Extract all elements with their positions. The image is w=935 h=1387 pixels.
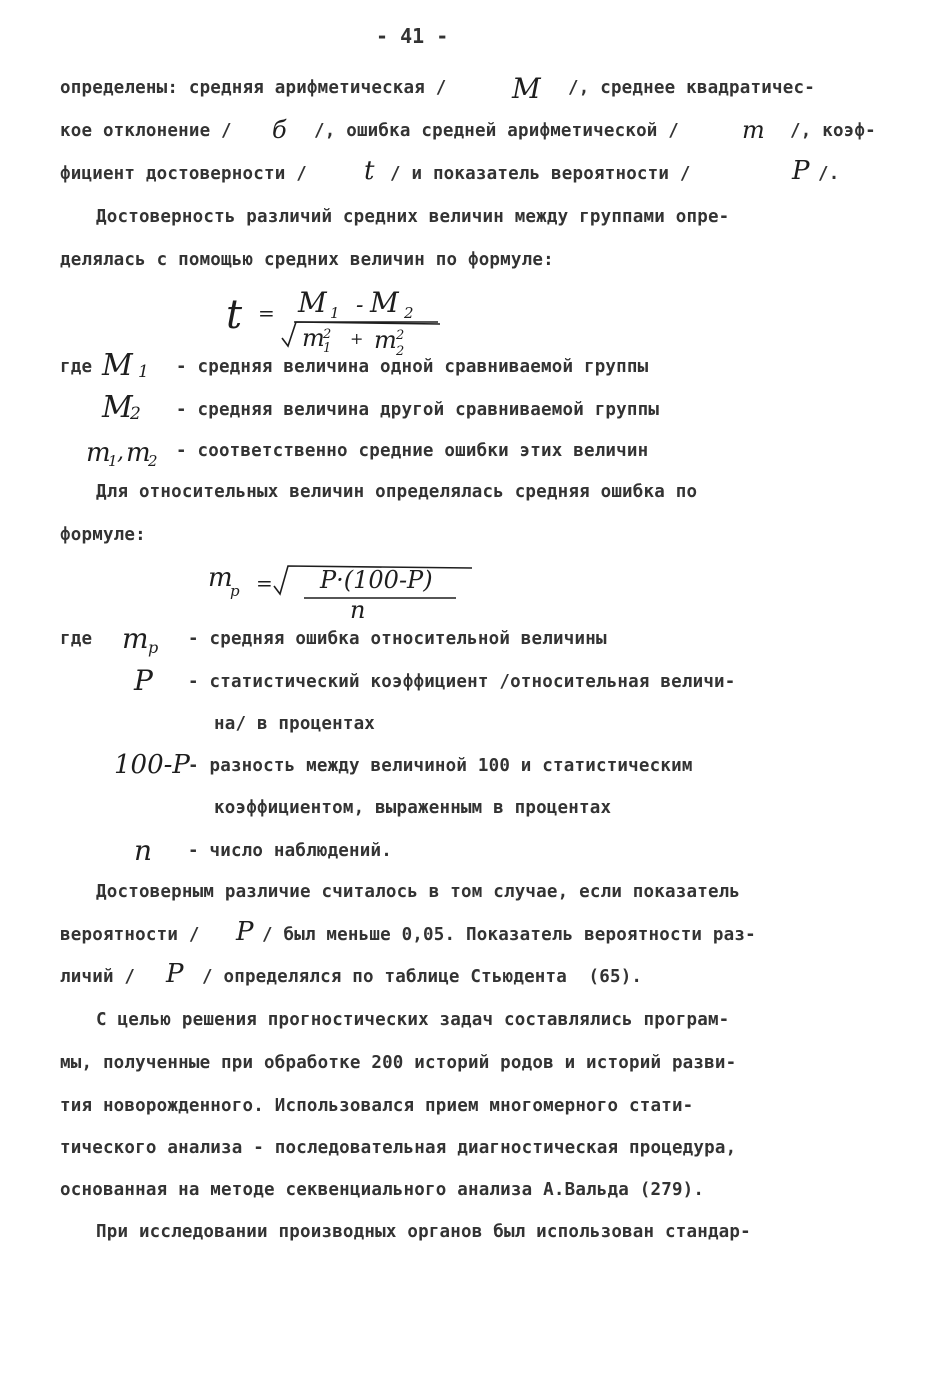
legend1-sym-M1: M	[102, 348, 133, 383]
legend2-text-3b: коэффициентом, выраженным в процентах	[214, 798, 612, 818]
legend1-sym-m1: m	[86, 438, 111, 468]
legend2-text-2b: на/ в процентах	[214, 714, 376, 734]
symbol-t: t	[364, 156, 375, 186]
f1-den-b-sub: 2	[396, 344, 405, 359]
legend2-text-4: - число наблюдений.	[188, 841, 392, 861]
formula-t-test	[210, 278, 470, 358]
f1-den-b-sup: 2	[396, 328, 405, 343]
f1-den-b: m	[374, 326, 397, 354]
para1-line3-c: /.	[818, 164, 840, 184]
f1-lhs: t	[226, 292, 243, 338]
para4-line2-b: / был меньше 0,05. Показатель вероятности раз-	[262, 925, 756, 945]
f1-minus: -	[356, 293, 364, 318]
f1-den-a-sub: 1	[323, 341, 332, 356]
para1-line3-a: фициент достоверности /	[60, 164, 307, 184]
f1-num-a-sub: 1	[330, 304, 340, 322]
legend2-where: где	[60, 629, 93, 649]
legend1-sym-m2: m	[126, 438, 151, 468]
formula-relative-error	[200, 558, 490, 628]
para5-line1: С целью решения прогностических задач составлялись програм-	[96, 1010, 730, 1030]
f1-den-a: m	[302, 324, 325, 352]
f2-den: n	[350, 596, 366, 624]
para4-symbol-P-1: P	[236, 917, 254, 947]
legend1-text-3: - соответственно средние ошибки этих величин	[176, 441, 649, 461]
f1-num-b: M	[370, 286, 399, 319]
f1-eq: =	[258, 301, 275, 325]
para5-line5: основанная на методе секвенциального анализа А.Вальда (279).	[60, 1180, 705, 1200]
para2-line1: Достоверность различий средних величин между группами опре-	[96, 207, 730, 227]
para2-line2: делялась с помощью средних величин по формуле:	[60, 250, 554, 270]
symbol-m: m	[742, 116, 765, 144]
para4-line1: Достоверным различие считалось в том случае, если показатель	[96, 882, 741, 902]
legend2-text-2a: - статистический коэффициент /относительная величи-	[188, 672, 736, 692]
legend1-sym-M1-sub: 1	[138, 362, 149, 382]
f2-eq: =	[256, 571, 273, 595]
f2-lhs: m	[208, 563, 233, 593]
legend2-text-1: - средняя ошибка относительной величины	[188, 629, 607, 649]
legend1-sym-m2-sub: 2	[148, 452, 158, 470]
para4-line2-a: вероятности /	[60, 925, 200, 945]
para4-line3-a: личий /	[60, 967, 136, 987]
para1-line1-a: определены: средняя арифметическая /	[60, 78, 447, 98]
legend2-sym-100P: 100-P	[114, 750, 190, 780]
f1-plus: +	[350, 329, 364, 348]
legend2-sym-n: n	[134, 834, 153, 867]
para5-line4: тического анализа - последовательная диагностическая процедура,	[60, 1138, 737, 1158]
para3-line1: Для относительных величин определялась средняя ошибка по	[96, 482, 698, 502]
para1-line2-b: /, ошибка средней арифметической /	[314, 121, 680, 141]
legend1-sym-M2: M	[102, 390, 133, 425]
para1-line3-b: / и показатель вероятности /	[390, 164, 691, 184]
legend1-text-2: - средняя величина другой сравниваемой группы	[176, 400, 660, 420]
legend1-sep: ,	[117, 440, 124, 465]
para4-line3-b: / определялся по таблице Стьюдента (65).	[202, 967, 643, 987]
symbol-M: M	[512, 72, 541, 105]
legend1-sym-m1-sub: 1	[108, 452, 118, 470]
legend2-sym-mp-sub: p	[148, 638, 159, 657]
f1-num-a: M	[298, 286, 327, 319]
f2-lhs-sub: p	[230, 582, 240, 600]
para1-line2-c: /, коэф-	[790, 121, 876, 141]
legend1-where: где	[60, 357, 93, 377]
legend2-sym-mp: m	[122, 622, 149, 655]
legend1-sym-M2-sub: 2	[130, 404, 141, 424]
symbol-P: P	[792, 156, 810, 186]
legend2-sym-P: P	[134, 664, 153, 697]
symbol-sigma: б	[272, 116, 287, 144]
para3-line2: формуле:	[60, 525, 146, 545]
para1-line2-a: кое отклонение /	[60, 121, 232, 141]
para5-line2: мы, полученные при обработке 200 историй родов и историй разви-	[60, 1053, 737, 1073]
para4-symbol-P-2: P	[166, 959, 184, 989]
para5-line3: тия новорожденного. Использовался прием многомерного стати-	[60, 1096, 694, 1116]
legend1-text-1: - средняя величина одной сравниваемой группы	[176, 357, 649, 377]
f1-den-a-sup: 2	[323, 327, 332, 342]
f1-num-b-sub: 2	[404, 304, 414, 322]
legend2-text-3a: - разность между величиной 100 и статистическим	[188, 756, 693, 776]
para1-line1-b: /, среднее квадратичес-	[568, 78, 815, 98]
f2-num: P·(100-P)	[320, 566, 433, 594]
page-number: - 41 -	[376, 24, 449, 48]
para6-line1: При исследовании производных органов был использован стандар-	[96, 1222, 751, 1242]
